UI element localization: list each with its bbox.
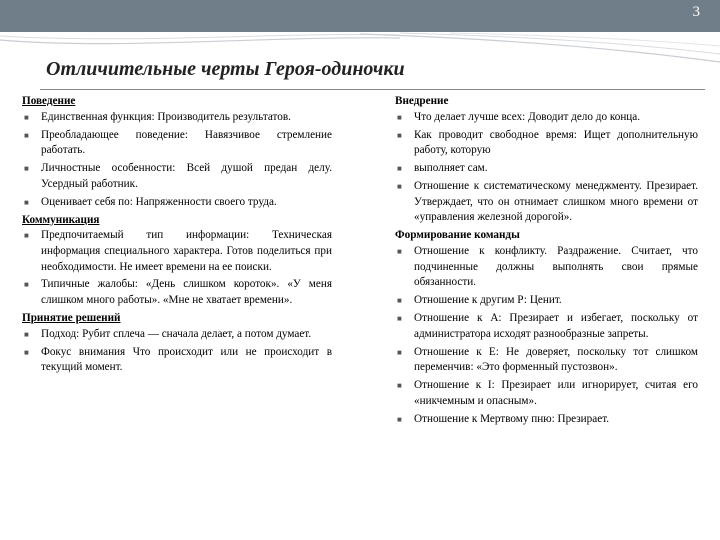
square-bullet-icon: ■ bbox=[397, 296, 402, 306]
bullet-item bbox=[395, 179, 698, 226]
bullet-text: выполняет сам. bbox=[414, 162, 488, 175]
square-bullet-icon: ■ bbox=[397, 314, 402, 324]
bullet-text: Отношение к другим Р: Ценит. bbox=[414, 294, 562, 307]
bullet-text: Как проводит свободное время: Ищет дополнительную работу, которую bbox=[414, 128, 698, 157]
bullet-text: Оценивает себя по: Напряженности своего труда. bbox=[41, 195, 277, 208]
bullet-text: Типичные жалобы: «День слишком короток». «У меня слишком много работы». «Мне не хватает времени». bbox=[41, 278, 332, 307]
square-bullet-icon: ■ bbox=[24, 347, 29, 357]
bullet-item bbox=[22, 345, 332, 376]
left-column bbox=[22, 94, 332, 378]
bullet-item bbox=[22, 195, 332, 211]
square-bullet-icon: ■ bbox=[397, 112, 402, 122]
bullet-item bbox=[395, 244, 698, 291]
bullet-item bbox=[22, 161, 332, 192]
square-bullet-icon: ■ bbox=[397, 164, 402, 174]
right-column bbox=[395, 94, 698, 430]
bullet-text: Отношение к I: Презирает или игнорирует, считая его «никчемным и опасным». bbox=[414, 379, 698, 407]
square-bullet-icon: ■ bbox=[24, 329, 29, 339]
square-bullet-icon: ■ bbox=[24, 280, 29, 290]
square-bullet-icon: ■ bbox=[397, 246, 402, 256]
bullet-item bbox=[395, 311, 698, 342]
title-divider bbox=[40, 89, 705, 90]
bullet-item bbox=[395, 293, 698, 309]
slide-title: Отличительные черты Героя-одиночки bbox=[46, 58, 405, 80]
bullet-text: Подход: Рубит сплеча — сначала делает, а потом думает. bbox=[41, 327, 312, 340]
section-heading: Коммуникация bbox=[22, 213, 100, 226]
bullet-item bbox=[22, 277, 332, 308]
square-bullet-icon: ■ bbox=[397, 182, 402, 192]
square-bullet-icon: ■ bbox=[397, 414, 402, 424]
square-bullet-icon: ■ bbox=[24, 130, 29, 140]
bullet-item bbox=[395, 378, 698, 409]
square-bullet-icon: ■ bbox=[24, 164, 29, 174]
bullet-list bbox=[22, 327, 332, 376]
top-bar bbox=[0, 0, 720, 32]
decorative-lines-left bbox=[0, 32, 400, 52]
square-bullet-icon: ■ bbox=[24, 231, 29, 241]
square-bullet-icon: ■ bbox=[397, 347, 402, 357]
bullet-item bbox=[395, 128, 698, 159]
bullet-text: Преобладающее поведение: Навязчивое стремление работать. bbox=[41, 128, 332, 157]
section-heading: Принятие решений bbox=[22, 312, 121, 325]
bullet-text: Отношение к конфликту. Раздражение. Считает, что подчиненные должны выполнять свои прямые обязанности. bbox=[414, 244, 698, 289]
section-heading: Внедрение bbox=[395, 95, 449, 107]
bullet-text: Отношение к систематическому менеджменту. Презирает. Утверждает, что он отнимает слишком много времени от «управления железной дорогой». bbox=[414, 180, 698, 224]
section-heading: Поведение bbox=[22, 95, 76, 107]
bullet-list bbox=[22, 228, 332, 308]
bullet-item bbox=[22, 228, 332, 275]
slide-number: 3 bbox=[692, 4, 700, 20]
bullet-text: Отношение к Е: Не доверяет, поскольку тот слишком переменчив: «Это форменный пустозвон». bbox=[414, 345, 698, 374]
bullet-text: Личностные особенности: Всей душой предан делу. Усердный работник. bbox=[41, 162, 332, 190]
decorative-lines-right bbox=[360, 32, 720, 72]
bullet-item bbox=[395, 110, 698, 126]
bullet-text: Отношение к А: Презирает и избегает, поскольку от администратора исходят разнообразные запреты. bbox=[414, 312, 698, 340]
bullet-text: Отношение к Мертвому пню: Презирает. bbox=[414, 412, 610, 425]
bullet-item bbox=[395, 345, 698, 376]
bullet-text: Единственная функция: Производитель результатов. bbox=[41, 110, 291, 123]
bullet-item bbox=[22, 110, 332, 126]
square-bullet-icon: ■ bbox=[397, 130, 402, 140]
bullet-item bbox=[395, 161, 698, 177]
bullet-list bbox=[395, 244, 698, 427]
square-bullet-icon: ■ bbox=[24, 112, 29, 122]
section-heading: Формирование команды bbox=[395, 229, 520, 242]
square-bullet-icon: ■ bbox=[24, 197, 29, 207]
bullet-item bbox=[22, 327, 332, 343]
square-bullet-icon: ■ bbox=[397, 381, 402, 391]
bullet-text: Фокус внимания Что происходит или не происходит в текущий момент. bbox=[41, 345, 332, 374]
bullet-item bbox=[395, 412, 698, 428]
bullet-text: Что делает лучше всех: Доводит дело до конца. bbox=[414, 110, 641, 123]
bullet-list bbox=[395, 110, 698, 226]
bullet-text: Предпочитаемый тип информации: Техническая информация специального характера. Готов поделиться при необходимости. Не имеет времени на ее поиски. bbox=[41, 229, 332, 273]
bullet-list bbox=[22, 110, 332, 211]
bullet-item bbox=[22, 128, 332, 159]
